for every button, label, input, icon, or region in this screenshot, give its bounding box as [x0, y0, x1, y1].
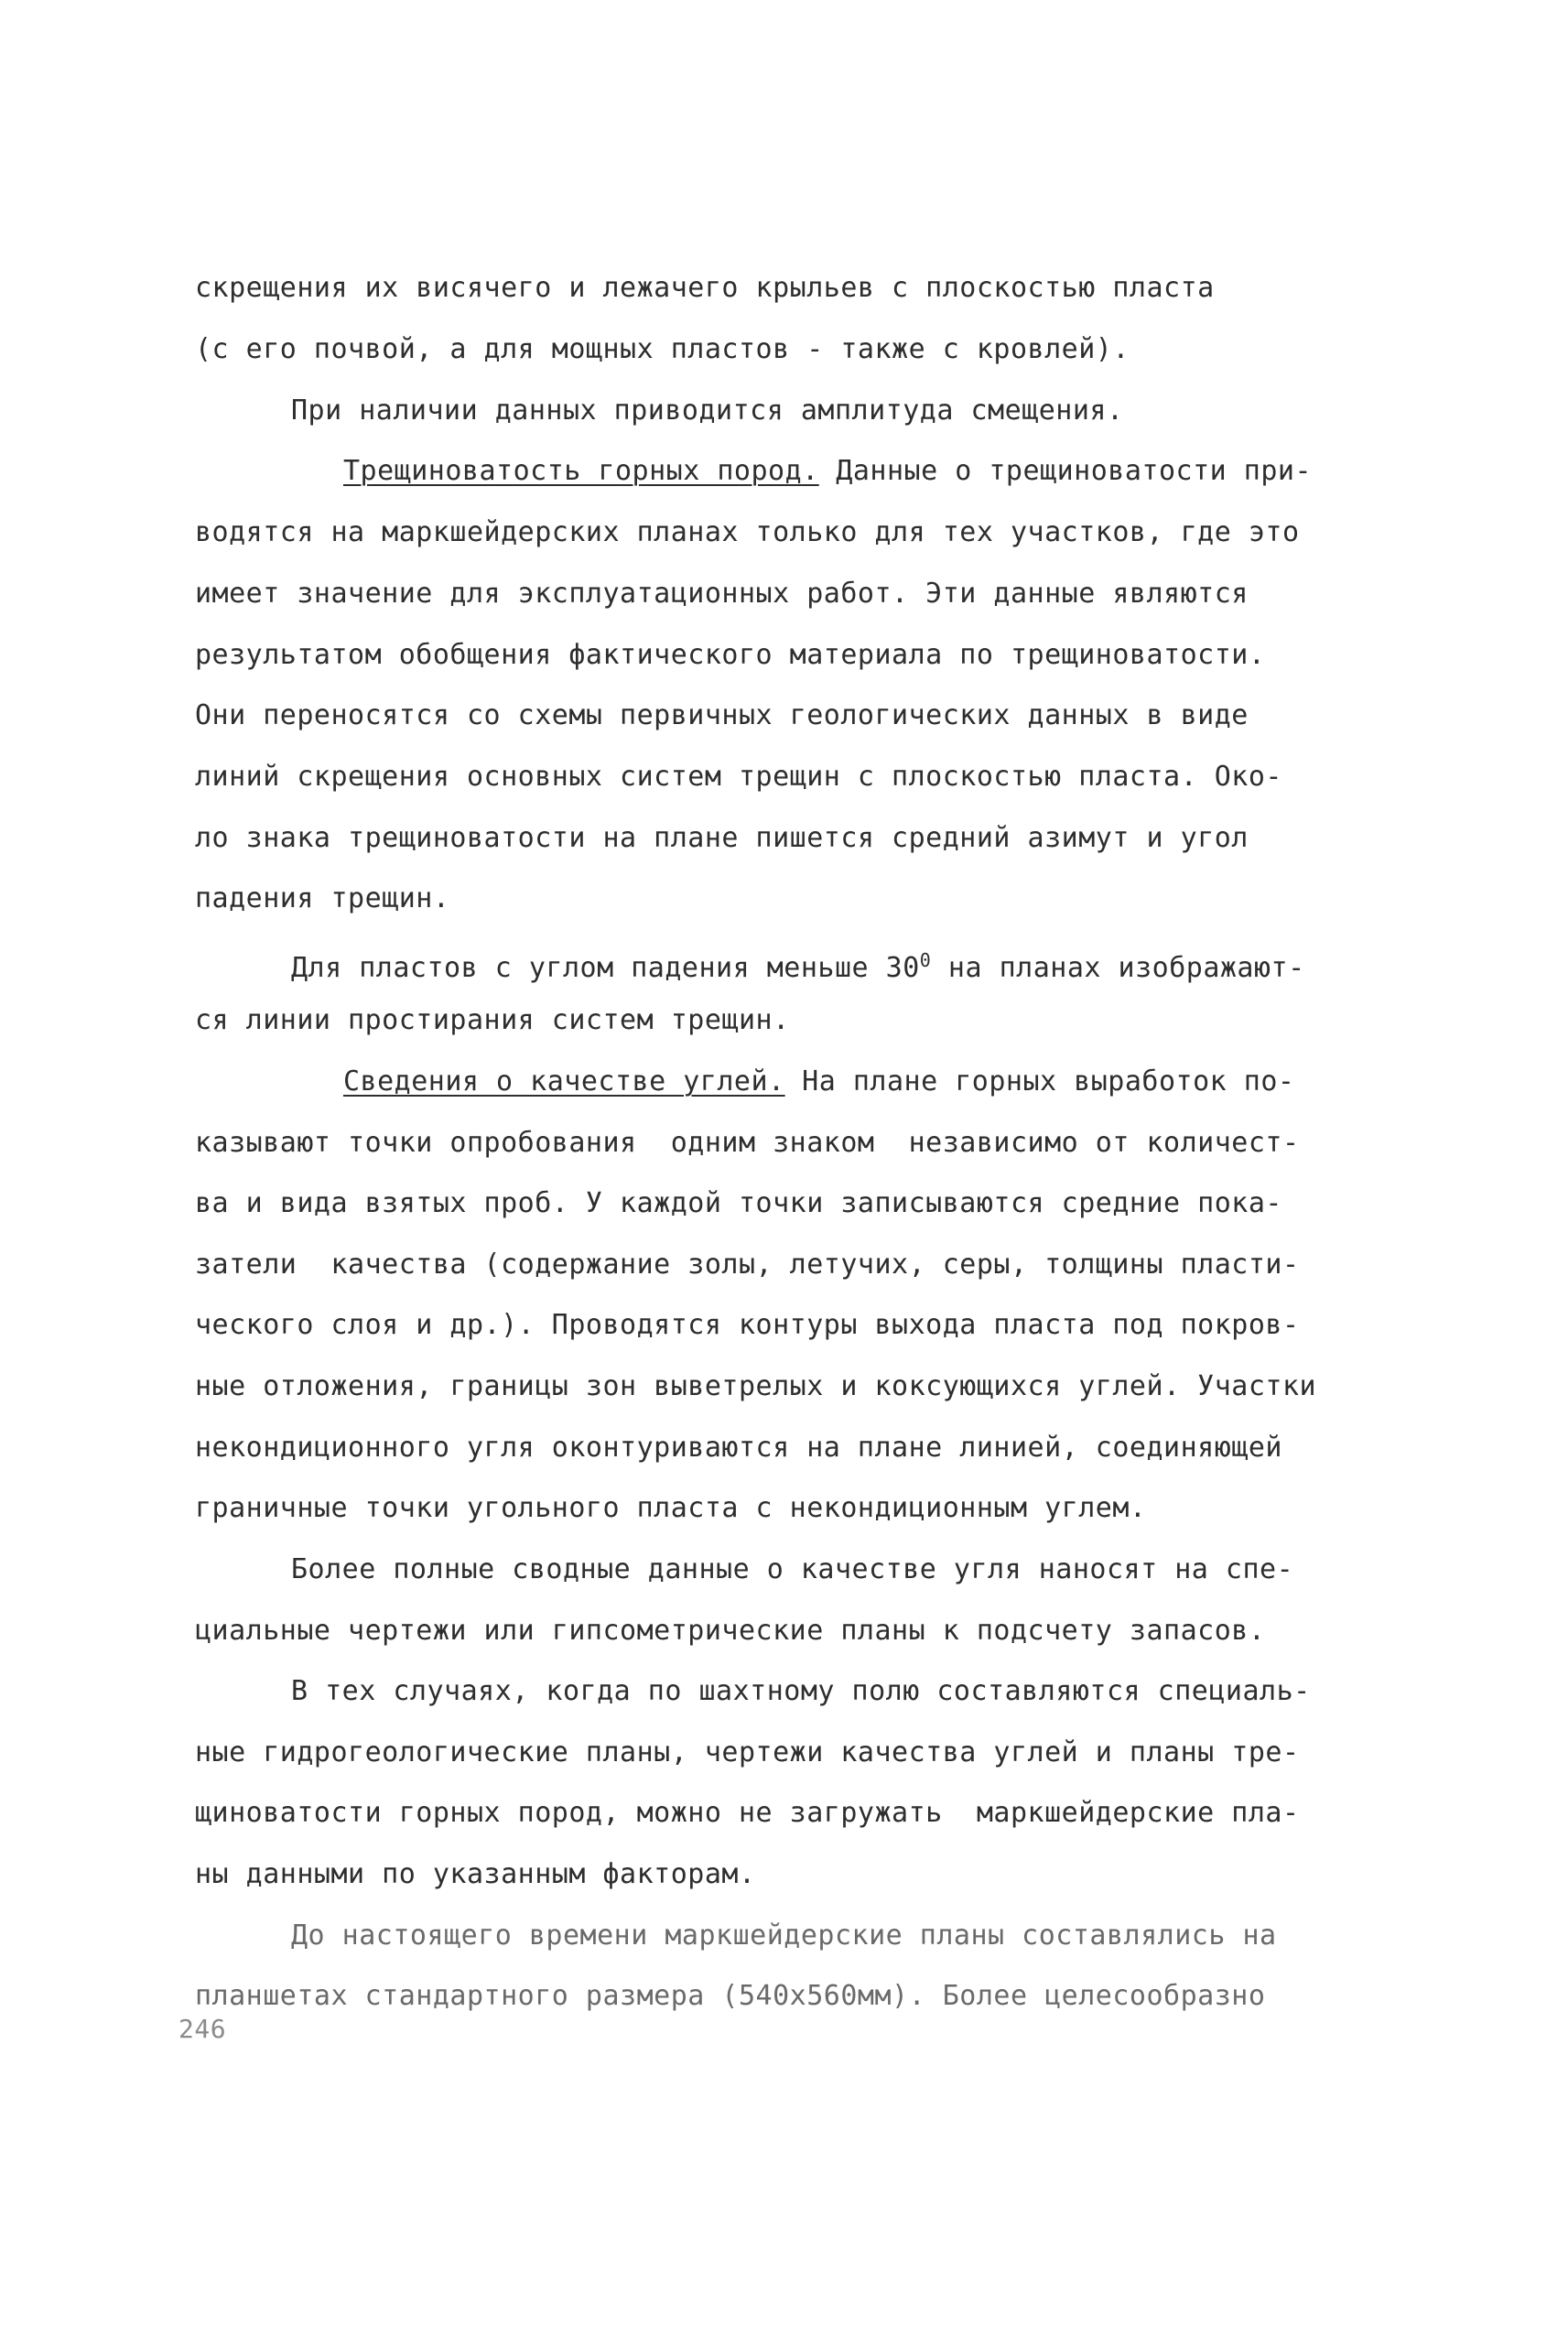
text-line — [343, 1065, 1294, 1098]
text-line: ные отложения, границы зон выветрелых и коксующихся углей. Участки — [195, 1370, 1317, 1402]
text-line: граничные точки угольного пласта с некондиционным углем. — [195, 1492, 1147, 1524]
text-line: ческого слоя и др.). Проводятся контуры выхода пласта под покров- — [195, 1309, 1300, 1341]
text-line: ные гидрогеологические планы, чертежи качества углей и планы тре- — [195, 1736, 1300, 1768]
text-line: щиноватости горных пород, можно не загружать маркшейдерские пла- — [195, 1797, 1300, 1829]
text-line: казывают точки опробования одним знаком независимо от количест- — [195, 1127, 1300, 1159]
text-line: При наличии данных приводится амплитуда смещения. — [291, 395, 1124, 427]
text-fragment: на планах изображают- — [931, 952, 1305, 984]
text-line: До настоящего времени маркшейдерские планы составлялись на — [291, 1919, 1277, 1952]
text-line: Более полные сводные данные о качестве угля наносят на спе- — [291, 1553, 1294, 1585]
text-line: планшетах стандартного размера (540x560мм). Более целесообразно — [195, 1980, 1266, 2012]
text-line: линий скрещения основных систем трещин с плоскостью пласта. Око- — [195, 761, 1282, 793]
text-line: затели качества (содержание золы, летучих, серы, толщины пласти- — [195, 1249, 1300, 1281]
text-line: результатом обобщения фактического материала по трещиноватости. — [195, 639, 1266, 671]
text-line: скрещения их висячего и лежачего крыльев с плоскостью пласта — [195, 272, 1215, 304]
text-line: имеет значение для эксплуатационных работ. Эти данные являются — [195, 578, 1249, 610]
text-line — [291, 944, 1305, 985]
section-heading-coal-quality: Сведения о качестве углей. — [343, 1065, 785, 1098]
text-line: ся линии простирания систем трещин. — [195, 1004, 790, 1036]
text-line: ло знака трещиноватости на плане пишется средний азимут и угол — [195, 822, 1249, 854]
text-line: падения трещин. — [195, 882, 450, 914]
text-line: Они переносятся со схемы первичных геологических данных в виде — [195, 699, 1249, 731]
text-fragment: Для пластов с углом падения меньше 30 — [291, 952, 920, 984]
section-heading-fracturing: Трещиноватость горных пород. — [343, 455, 819, 487]
degree-superscript: 0 — [919, 949, 932, 971]
text-line: некондиционного угля оконтуриваются на плане линией, соединяющей — [195, 1432, 1282, 1464]
text-line: (с его почвой, а для мощных пластов - также с кровлей). — [195, 333, 1130, 365]
text-line: В тех случаях, когда по шахтному полю составляются специаль- — [291, 1675, 1311, 1707]
text-line: циальные чертежи или гипсометрические планы к подсчету запасов. — [195, 1615, 1266, 1647]
text-line: ва и вида взятых проб. У каждой точки записываются средние пока- — [195, 1187, 1282, 1219]
page-number: 246 — [178, 2014, 227, 2044]
text-line: ны данными по указанным факторам. — [195, 1858, 756, 1890]
text-line: водятся на маркшейдерских планах только для тех участков, где это — [195, 516, 1300, 548]
text-fragment: На плане горных выработок по- — [784, 1065, 1295, 1098]
text-fragment: Данные о трещиноватости при- — [818, 455, 1313, 487]
text-line — [343, 455, 1312, 488]
